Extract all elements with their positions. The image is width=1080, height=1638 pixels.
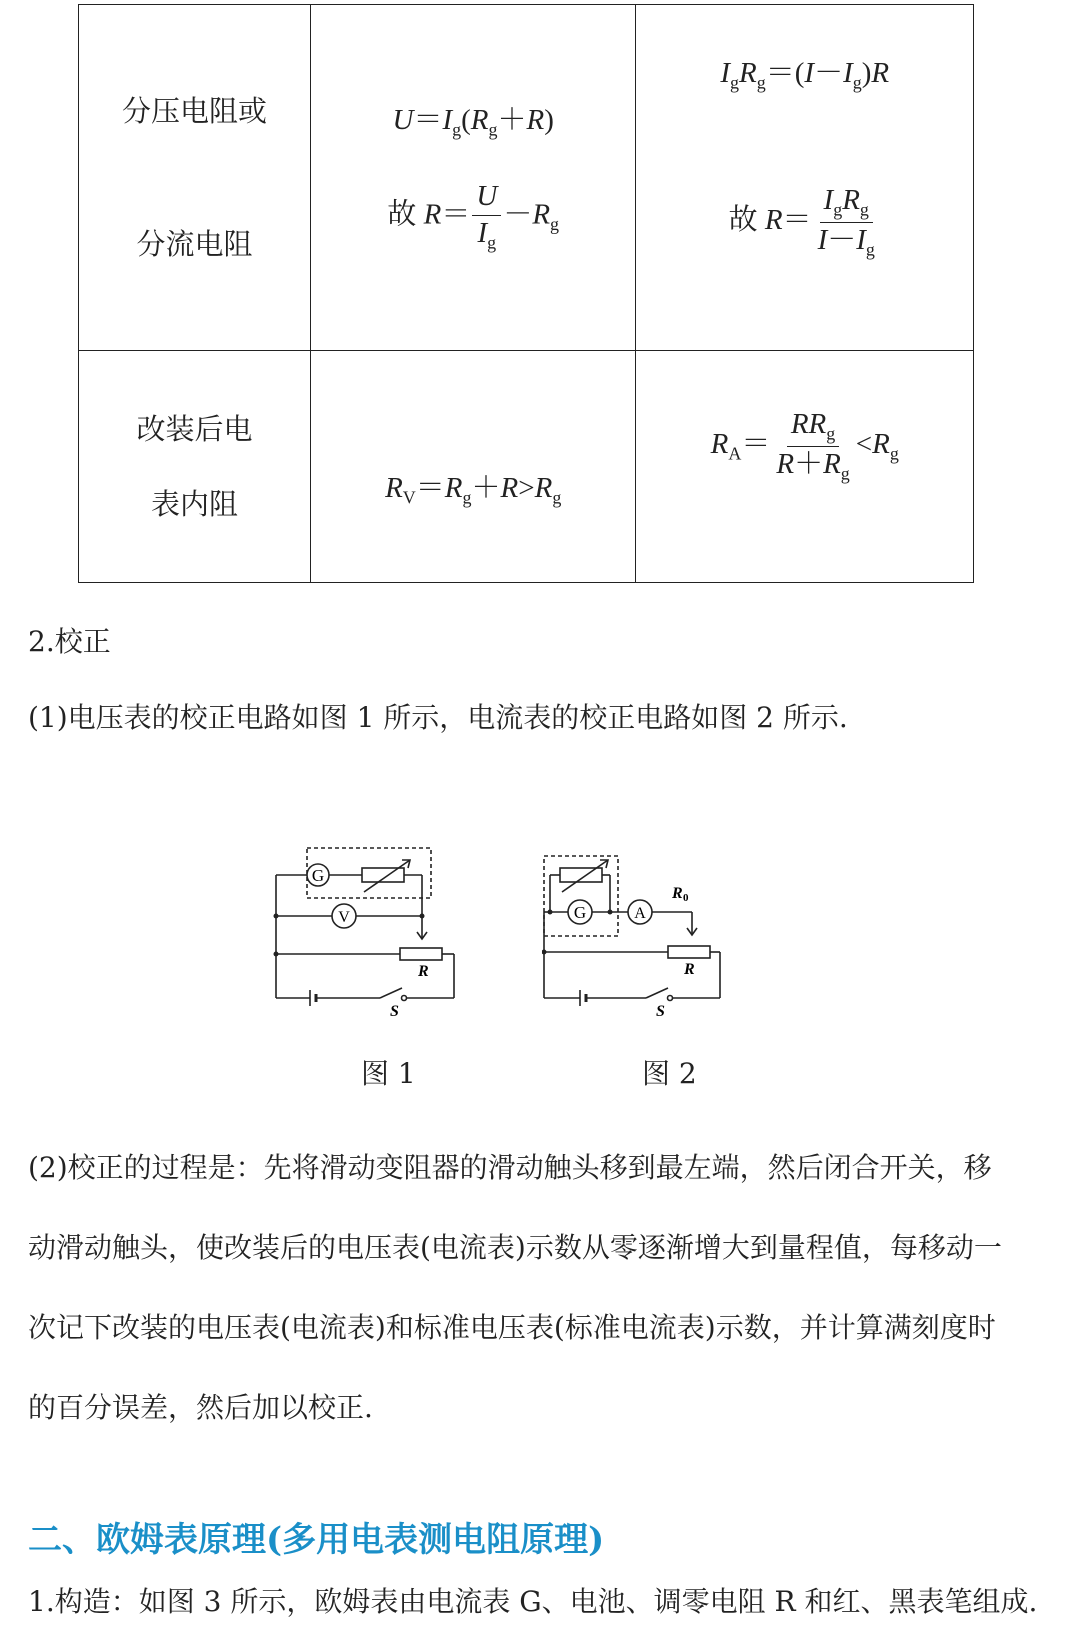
voltmeter-formula-cell xyxy=(310,5,636,351)
section-title: 2.校正 xyxy=(28,625,111,658)
label-r0: R xyxy=(672,885,683,902)
rheostat-icon xyxy=(400,948,442,960)
figure-1-caption: 图 1 xyxy=(361,1057,416,1090)
paragraph: (1)电压表的校正电路如图 1 所示，电流表的校正电路如图 2 所示. xyxy=(28,701,848,734)
row-label-cell xyxy=(79,351,311,583)
label-r: R xyxy=(684,961,695,978)
figure-2-caption: 图 2 xyxy=(642,1057,697,1090)
figure-1-circuit xyxy=(262,838,482,1028)
label-r0-sub: 0 xyxy=(683,892,689,904)
label-a: A xyxy=(634,905,646,922)
voltmeter-formula: $U=I_g(R_g+R)$ 故 R＝ $\frac{U}{I_g}$ $-R_g$ xyxy=(387,103,560,253)
label-v: V xyxy=(338,909,350,926)
label-r: R xyxy=(418,963,429,980)
variable-resistor-icon xyxy=(362,868,404,882)
section-heading: 二、欧姆表原理(多用电表测电阻原理) xyxy=(28,1520,605,1560)
paragraph: 1.构造：如图 3 所示，欧姆表由电流表 G、电池、调零电阻 R 和红、黑表笔组成. xyxy=(28,1585,1038,1618)
ammeter-resistance-cell xyxy=(636,351,974,583)
table-row xyxy=(79,5,974,351)
label-s: S xyxy=(656,1003,665,1020)
switch-icon xyxy=(380,988,402,998)
ammeter-resistance-formula: $R_A=$ $\frac{RR_g}{R+R_g}$ $<R_g$ xyxy=(710,407,899,484)
switch-icon xyxy=(646,988,668,998)
row-label: 分压电阻或 分流电阻 xyxy=(121,93,267,261)
label-g: G xyxy=(573,903,587,922)
voltmeter-resistance-formula: $R_V=R_g+R>R_g$ xyxy=(385,471,562,508)
comparison-table xyxy=(78,4,974,583)
paragraph: (2)校正的过程是：先将滑动变阻器的滑动触头移到最左端，然后闭合开关，移 动滑动触头，使改装后的电压表(电流表)示数从零逐渐增大到量程值，每移动一 次记下改装的电压表(电流表)和标准电压表(标准电流表)示数，并计算满刻度时 的百分误差，然后加以校正. xyxy=(28,1151,1002,1424)
label-s: S xyxy=(390,1003,399,1020)
figure-2-circuit xyxy=(542,848,742,1028)
row-label: 改装后电 表内阻 xyxy=(136,411,253,521)
ammeter-formula: $I_gR_g=(I-I_g)R$ 故 R＝ $\frac{I_gR_g}{I-I_g}$ xyxy=(720,57,890,260)
ammeter-formula-cell xyxy=(636,5,974,351)
table-row xyxy=(79,351,974,583)
rheostat-icon xyxy=(668,946,710,958)
voltmeter-resistance-cell xyxy=(310,351,636,583)
variable-resistor-icon xyxy=(560,868,602,882)
label-g: G xyxy=(311,866,325,885)
row-label-cell xyxy=(79,5,311,351)
